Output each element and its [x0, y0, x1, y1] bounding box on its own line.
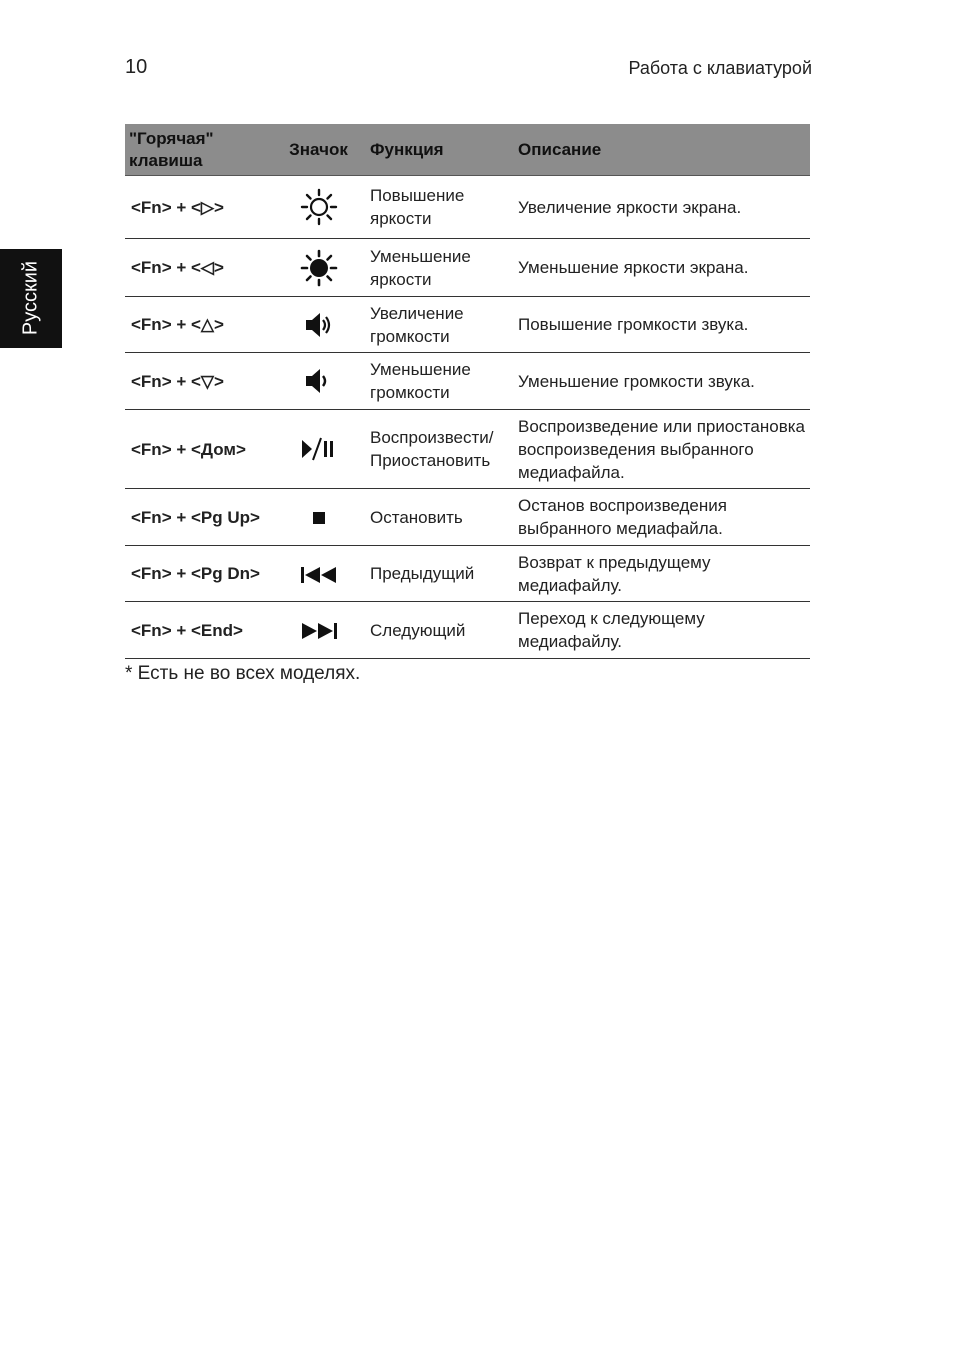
function-cell: Повышение яркости	[366, 176, 514, 239]
column-header-description: Описание	[514, 124, 810, 176]
table-row	[125, 239, 810, 297]
next-track-icon	[300, 621, 338, 641]
hotkey-cell: <Fn> + <Pg Up>	[125, 489, 271, 546]
hotkey-table	[125, 124, 810, 659]
play-pause-icon	[300, 436, 338, 462]
table-row	[125, 410, 810, 489]
function-cell: Увеличение громкости	[366, 297, 514, 353]
stop-icon	[311, 510, 327, 526]
function-cell: Следующий	[366, 602, 514, 659]
description-cell: Воспроизведение или приостановка воспроизведения выбранного медиафайла.	[514, 410, 810, 489]
icon-cell	[271, 602, 366, 659]
brightness-down-icon	[300, 249, 338, 287]
language-tab	[0, 249, 62, 348]
description-cell: Увеличение яркости экрана.	[514, 176, 810, 239]
language-tab-label: Русский	[19, 260, 42, 336]
table-row	[125, 176, 810, 239]
function-cell: Уменьшение яркости	[366, 239, 514, 297]
icon-cell	[271, 410, 366, 489]
hotkey-cell: <Fn> + <End>	[125, 602, 271, 659]
icon-cell	[271, 546, 366, 602]
column-header-function: Функция	[366, 124, 514, 176]
brightness-up-icon	[300, 188, 338, 226]
volume-up-icon	[302, 308, 336, 342]
icon-cell	[271, 176, 366, 239]
icon-cell	[271, 489, 366, 546]
icon-cell	[271, 239, 366, 297]
table-row	[125, 297, 810, 353]
running-header: Работа с клавиатурой	[628, 58, 812, 78]
table-row	[125, 353, 810, 410]
description-cell: Переход к следующему медиафайлу.	[514, 602, 810, 659]
function-cell: Воспроизвести/ Приостановить	[366, 410, 514, 489]
hotkey-cell: <Fn> + <◁>	[125, 239, 271, 297]
page-number: 10	[125, 56, 148, 78]
function-cell: Уменьшение громкости	[366, 353, 514, 410]
column-header-hotkey: "Горячая" клавиша	[125, 124, 271, 176]
hotkey-cell: <Fn> + <Дом>	[125, 410, 271, 489]
hotkey-cell: <Fn> + <▽>	[125, 353, 271, 410]
function-cell: Предыдущий	[366, 546, 514, 602]
table-row	[125, 489, 810, 546]
hotkey-cell: <Fn> + <△>	[125, 297, 271, 353]
previous-track-icon	[300, 565, 338, 585]
icon-cell	[271, 353, 366, 410]
description-cell: Повышение громкости звука.	[514, 297, 810, 353]
function-cell: Остановить	[366, 489, 514, 546]
footnote: * Есть не во всех моделях.	[125, 663, 361, 684]
table-row	[125, 546, 810, 602]
volume-down-icon	[302, 364, 336, 398]
description-cell: Уменьшение яркости экрана.	[514, 239, 810, 297]
hotkey-cell: <Fn> + <▷>	[125, 176, 271, 239]
description-cell: Уменьшение громкости звука.	[514, 353, 810, 410]
hotkey-cell: <Fn> + <Pg Dn>	[125, 546, 271, 602]
table-header-row	[125, 124, 810, 176]
description-cell: Останов воспроизведения выбранного медиафайла.	[514, 489, 810, 546]
column-header-icon: Значок	[271, 124, 366, 176]
description-cell: Возврат к предыдущему медиафайлу.	[514, 546, 810, 602]
table-row	[125, 602, 810, 659]
icon-cell	[271, 297, 366, 353]
